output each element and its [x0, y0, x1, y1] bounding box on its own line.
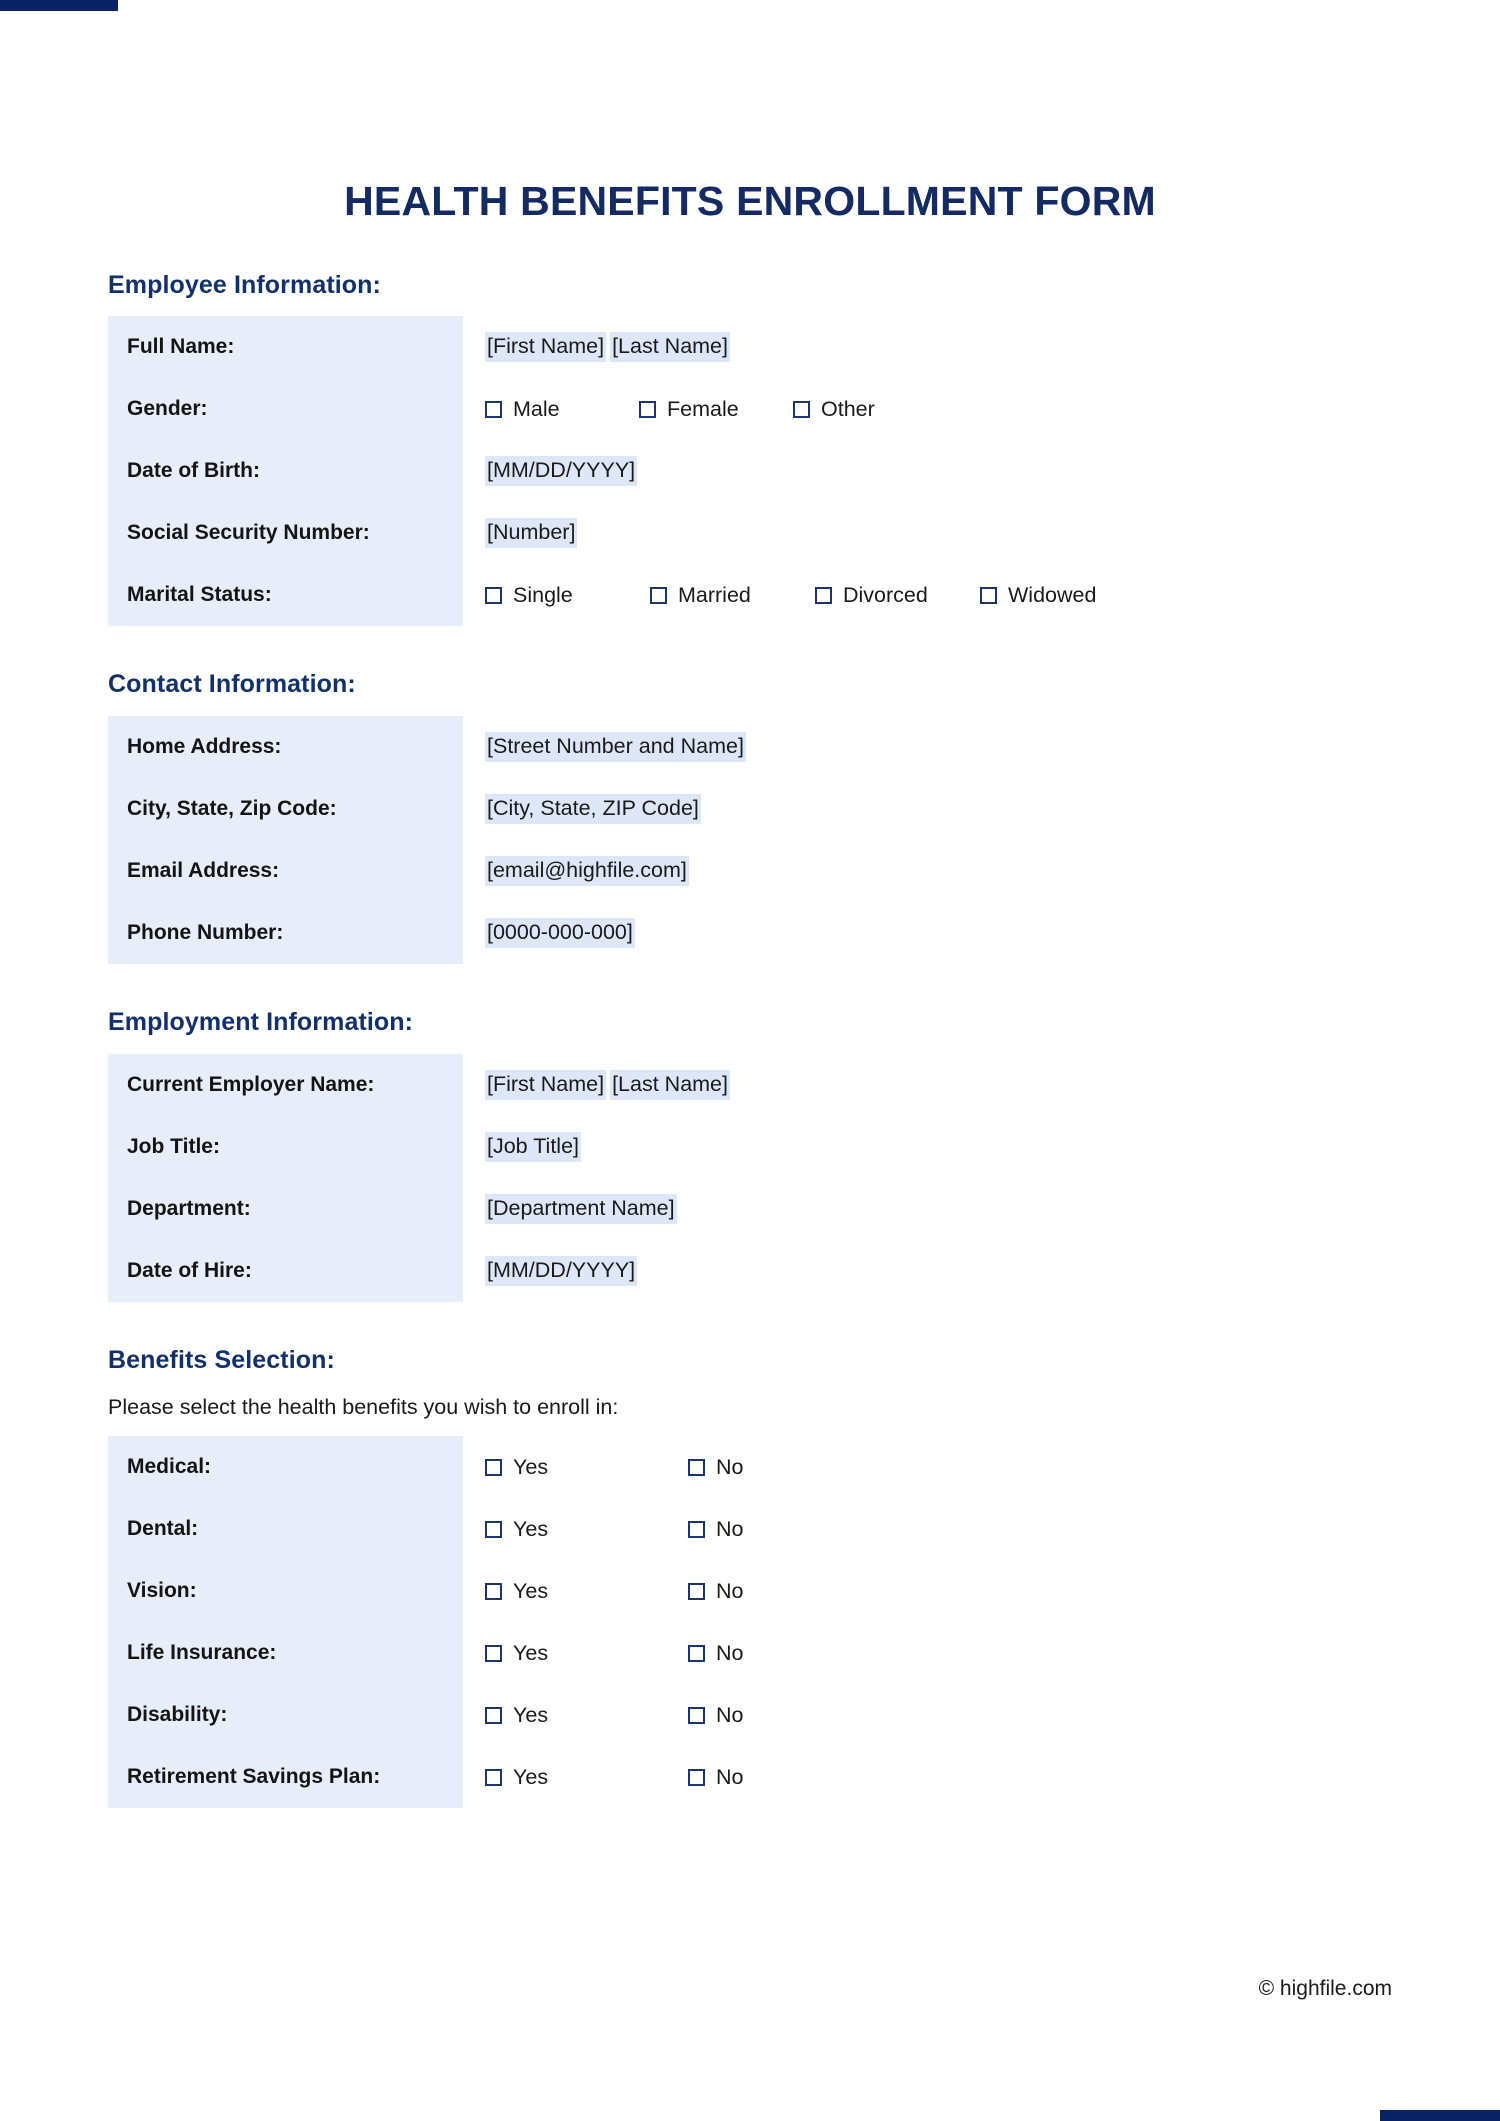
gender-options — [485, 397, 1392, 422]
gender-option-other[interactable] — [793, 397, 947, 422]
benefit-dental-no[interactable] — [688, 1517, 891, 1542]
benefit-retirement-savings-plan-yes-label: Yes — [513, 1764, 549, 1789]
checkbox-icon[interactable] — [815, 587, 832, 604]
benefit-medical-options — [485, 1455, 1392, 1480]
value-benefit-vision — [463, 1560, 1392, 1622]
benefit-vision-yes-label: Yes — [513, 1578, 549, 1603]
label-benefit-life-insurance: Life Insurance: — [108, 1622, 463, 1684]
checkbox-icon[interactable] — [688, 1583, 705, 1600]
benefit-retirement-savings-plan-no[interactable] — [688, 1765, 891, 1790]
benefit-vision-yes[interactable] — [485, 1579, 688, 1604]
label-employer-name: Current Employer Name: — [108, 1054, 463, 1116]
marital-option-divorced[interactable] — [815, 583, 980, 608]
label-department: Department: — [108, 1178, 463, 1240]
value-department — [463, 1178, 1392, 1240]
date-of-hire-field[interactable]: [MM/DD/YYYY] — [485, 1256, 637, 1286]
benefits-selection-table — [108, 1436, 1392, 1808]
employer-name-last-field[interactable]: [Last Name] — [610, 1070, 730, 1100]
checkbox-icon[interactable] — [688, 1459, 705, 1476]
marital-option-single-label: Single — [513, 582, 573, 607]
value-city-state-zip — [463, 778, 1392, 840]
value-date-of-hire — [463, 1240, 1392, 1302]
city-state-zip-field[interactable]: [City, State, ZIP Code] — [485, 794, 701, 824]
value-home-address — [463, 716, 1392, 778]
benefit-dental-yes[interactable] — [485, 1517, 688, 1542]
table-row-date-of-hire — [108, 1240, 1392, 1302]
date-of-birth-field[interactable]: [MM/DD/YYYY] — [485, 456, 637, 486]
value-job-title — [463, 1116, 1392, 1178]
table-row — [108, 1684, 1392, 1746]
value-benefit-dental — [463, 1498, 1392, 1560]
label-ssn: Social Security Number: — [108, 502, 463, 564]
label-job-title: Job Title: — [108, 1116, 463, 1178]
label-benefit-vision: Vision: — [108, 1560, 463, 1622]
benefit-dental-options — [485, 1517, 1392, 1542]
benefit-disability-options — [485, 1703, 1392, 1728]
table-row-date-of-birth — [108, 440, 1392, 502]
marital-option-widowed[interactable] — [980, 583, 1145, 608]
table-row-department — [108, 1178, 1392, 1240]
marital-option-divorced-label: Divorced — [843, 582, 928, 607]
label-benefit-disability: Disability: — [108, 1684, 463, 1746]
benefit-life-insurance-options — [485, 1641, 1392, 1666]
checkbox-icon[interactable] — [485, 1459, 502, 1476]
label-phone: Phone Number: — [108, 902, 463, 964]
label-benefit-retirement-savings-plan: Retirement Savings Plan: — [108, 1746, 463, 1808]
table-row-email — [108, 840, 1392, 902]
section-contact-information — [108, 670, 1392, 964]
benefit-medical-no-label: No — [716, 1454, 744, 1479]
checkbox-icon[interactable] — [485, 1645, 502, 1662]
marital-status-options — [485, 583, 1392, 608]
checkbox-icon[interactable] — [485, 1707, 502, 1724]
gender-option-other-label: Other — [821, 396, 875, 421]
table-row-home-address — [108, 716, 1392, 778]
value-employer-name — [463, 1054, 1392, 1116]
gender-option-male-label: Male — [513, 396, 560, 421]
label-city-state-zip: City, State, Zip Code: — [108, 778, 463, 840]
checkbox-icon[interactable] — [485, 401, 502, 418]
page-title: HEALTH BENEFITS ENROLLMENT FORM — [344, 178, 1156, 224]
label-gender: Gender: — [108, 378, 463, 440]
checkbox-icon[interactable] — [485, 1769, 502, 1786]
value-benefit-disability — [463, 1684, 1392, 1746]
table-row — [108, 1498, 1392, 1560]
label-marital-status: Marital Status: — [108, 564, 463, 626]
benefit-vision-no-label: No — [716, 1578, 744, 1603]
table-row-city-state-zip — [108, 778, 1392, 840]
benefit-life-insurance-no-label: No — [716, 1640, 744, 1665]
job-title-field[interactable]: [Job Title] — [485, 1132, 581, 1162]
table-row-full-name — [108, 316, 1392, 378]
benefit-dental-no-label: No — [716, 1516, 744, 1541]
benefit-medical-yes-label: Yes — [513, 1454, 549, 1479]
checkbox-icon[interactable] — [793, 401, 810, 418]
value-email — [463, 840, 1392, 902]
label-full-name: Full Name: — [108, 316, 463, 378]
section-heading-employee: Employee Information: — [108, 271, 381, 299]
value-gender — [463, 378, 1392, 440]
benefit-disability-no[interactable] — [688, 1703, 891, 1728]
marital-option-single[interactable] — [485, 583, 650, 608]
table-row-phone — [108, 902, 1392, 964]
table-row-job-title — [108, 1116, 1392, 1178]
benefit-medical-yes[interactable] — [485, 1455, 688, 1480]
value-benefit-retirement-savings-plan — [463, 1746, 1392, 1808]
table-row-employer-name — [108, 1054, 1392, 1116]
checkbox-icon[interactable] — [688, 1645, 705, 1662]
checkbox-icon[interactable] — [688, 1521, 705, 1538]
table-row — [108, 1746, 1392, 1808]
section-employment-information — [108, 1008, 1392, 1302]
value-date-of-birth — [463, 440, 1392, 502]
label-benefit-dental: Dental: — [108, 1498, 463, 1560]
section-heading-employment: Employment Information: — [108, 1008, 414, 1036]
full-name-last-field[interactable]: [Last Name] — [610, 332, 730, 362]
label-date-of-hire: Date of Hire: — [108, 1240, 463, 1302]
benefit-medical-no[interactable] — [688, 1455, 891, 1480]
table-row-ssn — [108, 502, 1392, 564]
phone-field[interactable]: [0000-000-000] — [485, 918, 635, 948]
table-row-marital-status — [108, 564, 1392, 626]
benefit-dental-yes-label: Yes — [513, 1516, 549, 1541]
employment-info-table — [108, 1054, 1392, 1302]
benefits-instruction-text: Please select the health benefits you wish to enroll in: — [108, 1395, 619, 1419]
checkbox-icon[interactable] — [688, 1769, 705, 1786]
checkbox-icon[interactable] — [485, 587, 502, 604]
benefit-retirement-savings-plan-no-label: No — [716, 1764, 744, 1789]
benefit-vision-no[interactable] — [688, 1579, 891, 1604]
benefit-retirement-savings-plan-yes[interactable] — [485, 1765, 688, 1790]
section-benefits-selection — [108, 1346, 1392, 1808]
benefit-disability-no-label: No — [716, 1702, 744, 1727]
value-benefit-life-insurance — [463, 1622, 1392, 1684]
benefit-life-insurance-no[interactable] — [688, 1641, 891, 1666]
table-row — [108, 1560, 1392, 1622]
checkbox-icon[interactable] — [639, 401, 656, 418]
benefit-vision-options — [485, 1579, 1392, 1604]
label-home-address: Home Address: — [108, 716, 463, 778]
gender-option-female-label: Female — [667, 396, 739, 421]
value-ssn — [463, 502, 1392, 564]
footer-credit: © highfile.com — [1258, 1977, 1392, 2000]
section-employee-information — [108, 271, 1392, 626]
benefit-retirement-savings-plan-options — [485, 1765, 1392, 1790]
employee-info-table — [108, 316, 1392, 626]
benefit-life-insurance-yes-label: Yes — [513, 1640, 549, 1665]
contact-info-table — [108, 716, 1392, 964]
benefit-life-insurance-yes[interactable] — [485, 1641, 688, 1666]
marital-option-married[interactable] — [650, 583, 815, 608]
label-date-of-birth: Date of Birth: — [108, 440, 463, 502]
label-benefit-medical: Medical: — [108, 1436, 463, 1498]
section-heading-contact: Contact Information: — [108, 670, 356, 698]
table-row — [108, 1622, 1392, 1684]
table-row-gender — [108, 378, 1392, 440]
marital-option-married-label: Married — [678, 582, 751, 607]
ssn-field[interactable]: [Number] — [485, 518, 577, 548]
value-benefit-medical — [463, 1436, 1392, 1498]
benefit-disability-yes-label: Yes — [513, 1702, 549, 1727]
value-marital-status — [463, 564, 1392, 626]
home-address-field[interactable]: [Street Number and Name] — [485, 732, 746, 762]
full-name-first-field[interactable]: [First Name] — [485, 332, 606, 362]
value-full-name — [463, 316, 1392, 378]
marital-option-widowed-label: Widowed — [1008, 582, 1097, 607]
employer-name-first-field[interactable]: [First Name] — [485, 1070, 606, 1100]
checkbox-icon[interactable] — [485, 1583, 502, 1600]
gender-option-male[interactable] — [485, 397, 639, 422]
department-field[interactable]: [Department Name] — [485, 1194, 677, 1224]
label-email: Email Address: — [108, 840, 463, 902]
checkbox-icon[interactable] — [485, 1521, 502, 1538]
section-heading-benefits: Benefits Selection: — [108, 1346, 335, 1374]
checkbox-icon[interactable] — [980, 587, 997, 604]
benefit-disability-yes[interactable] — [485, 1703, 688, 1728]
checkbox-icon[interactable] — [688, 1707, 705, 1724]
checkbox-icon[interactable] — [650, 587, 667, 604]
email-field[interactable]: [email@highfile.com] — [485, 856, 689, 886]
value-phone — [463, 902, 1392, 964]
gender-option-female[interactable] — [639, 397, 793, 422]
table-row — [108, 1436, 1392, 1498]
